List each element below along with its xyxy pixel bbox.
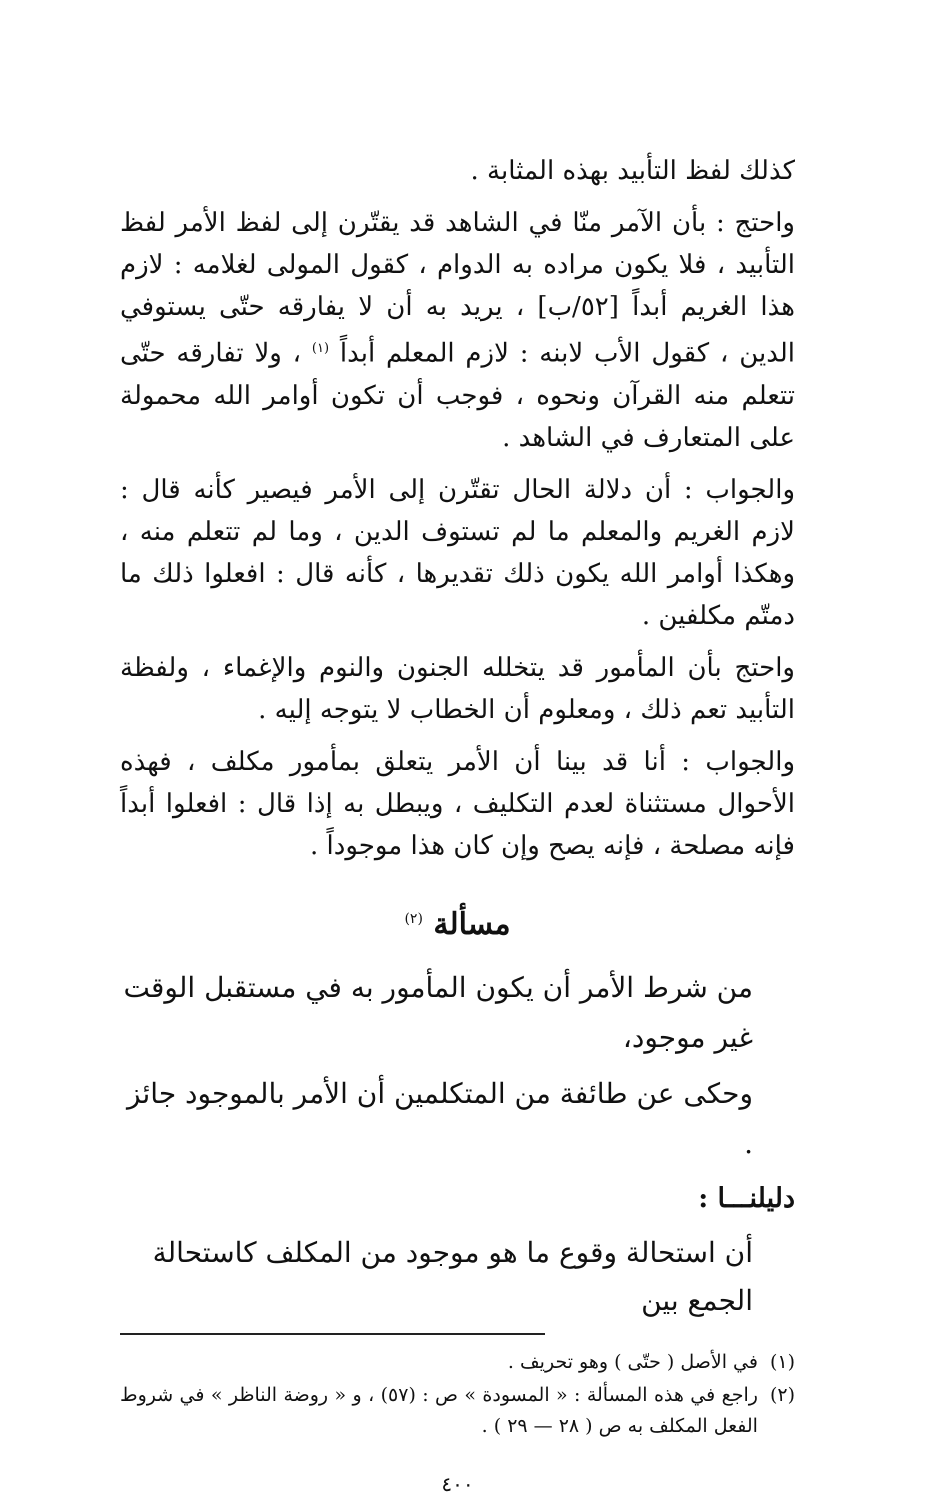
footnote-divider — [120, 1333, 545, 1335]
paragraph-5: والجواب : أنا قد بينا أن الأمر يتعلق بمأمور مكلف ، فهذه الأحوال مستثناة لعدم التكليف ، ويبطل به إذا قال : افعلوا أبداً فإنه مصلحة ، فإنه يصح وإن كان هذا موجوداً . — [120, 746, 795, 861]
paragraph-3: والجواب : أن دلالة الحال تقتّرن إلى الأمر فيصير كأنه قال : لازم الغريم والمعلم ما لم تستوف الدين ، وما لم تتعلم منه ، وهكذا أوامر الله يكون ذلك تقديرها ، كأنه قال : افعلوا ذلك ما دمتّم مكلفين . — [120, 474, 795, 631]
section-line-3: أن استحالة وقوع ما هو موجود من المكلف كاستحالة الجمع بين — [152, 1235, 753, 1317]
section-heading — [120, 897, 795, 947]
footnote-ref-2: (٢) — [404, 910, 423, 927]
footnote-1-text: في الأصل ( حتّى ) وهو تحريف . — [507, 1350, 758, 1373]
footnote-ref-1: (١) — [311, 341, 330, 356]
paragraph-2-part-a: واحتج : بأن الآمر منّا في الشاهد قد يقتّرن إلى لفظ الأمر لفظ التأبيد ، فلا يكون مراده به الدوام ، كقول المولى لغلامه : لازم هذا الغريم أبداً [٥٢/ب] ، يريد به أن لا يفارقه حتّى يستوفي الدين ، كقول الأب لابنه : لازم المعلم أبداً — [120, 208, 796, 369]
paragraph-1: كذلك لفظ التأبيد بهذه المثابة . — [470, 156, 795, 186]
paragraph-2-part-b: ، ولا تفارقه حتّى تتعلم منه القرآن ونحوه ، فوجب أن تكون أوامر الله محمولة على المتعارف في الشاهد . — [120, 338, 795, 453]
footnote-2-number: (٢) — [769, 1383, 795, 1406]
footnote-1-number: (١) — [769, 1350, 795, 1373]
page-number: ٤٠٠ — [441, 1471, 474, 1496]
footnote-2-text: راجع في هذه المسألة : « المسودة » ص : (٥٧) ، و « روضة الناظر » في شروط الفعل المكلف به ص ( ٢٨ — ٢٩ ) . — [120, 1383, 758, 1437]
section-title: مسألة — [433, 906, 511, 942]
page — [120, 150, 795, 1496]
paragraph-2 — [120, 202, 795, 459]
section-line-1: من شرط الأمر أن يكون المأمور به في مستقبل الوقت غير موجود، — [123, 970, 753, 1054]
paragraph-4: واحتج بأن المأمور قد يتخلله الجنون والنوم والإغماء ، ولفظة التأبيد تعم ذلك ، ومعلوم أن الخطاب لا يتوجه إليه . — [120, 652, 795, 725]
evidence-label: دليلنـــا : — [698, 1182, 795, 1214]
footnote-1 — [120, 1347, 795, 1378]
section-line-2: وحكى عن طائفة من المتكلمين أن الأمر بالموجود جائز . — [127, 1076, 753, 1160]
